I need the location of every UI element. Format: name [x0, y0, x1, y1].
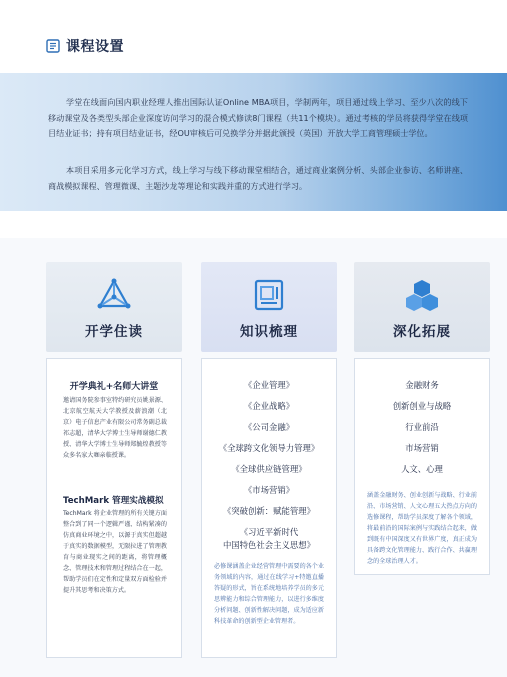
course-item: 中国特色社会主义思想》: [222, 540, 316, 550]
course-item: 《全球跨文化领导力管理》: [218, 443, 320, 453]
column-panel-knowledge: [201, 358, 337, 658]
interest-item: 金融财务: [405, 380, 439, 390]
compulsory-note: 必修课涵盖企业经营管理中需要的各个业务领域的内容，通过在线学习+特邀直播答疑的形式，旨在系统地培养学员的多元思辨能力和综合管理能力，以进行多维度分析问题、创新性解决问题，成为适应新科技革命的创新型企业管理者。: [214, 563, 324, 625]
opening-lecture-text: 邀请国务院参事室特约研究员姚景源、北京航空航天大学教授及薪浪潮（北京）电子信息产业有限公司常务副总裁祁志超，清华大学博士生导师谢德仁教授、清华大学博士生导师郑毓煌教授等众多名家大咖亲临授课。: [63, 397, 167, 459]
interest-item: 行业前沿: [405, 422, 439, 432]
elective-note: 涵盖金融财务、创业创新与战略、行业前沿、市场营销、人文心理五大热点方向的选修课程，帮助学员深度了解各个领域，将最前沿的国际案例与实践结合起来，做到既有中国深度又有世界广度，真正成为具备跨文化管理能力、践行合作、共赢理念的全球治理人才。: [367, 492, 477, 565]
techmark-text: TechMark 将企业管理的所有关键方面整合到了同一个逻辑严谨、结构紧凑的仿真商业环境之中，以源于真实但超越于真实的数据模型，无限拉进了管理教育与商业现实之间的距离，将管理概念、管理技术和管理过程结合在一起，帮助学员们在定性和定量双方面检验并提升其思考和决策方式。: [63, 510, 167, 594]
course-item: 《市场营销》: [243, 485, 295, 495]
course-item: 《习近平新时代: [239, 527, 299, 537]
course-item: 《企业战略》: [243, 401, 295, 411]
interest-item: 创新创业与战略: [392, 401, 452, 411]
cubes-icon: [404, 278, 440, 312]
course-item: 《全球供应链管理》: [231, 464, 307, 474]
column-panel-extension: [354, 358, 490, 575]
interest-item: 人文、心理: [401, 464, 443, 474]
column-card-knowledge: [201, 262, 337, 352]
course-item: 《公司金融》: [243, 422, 295, 432]
intro-banner: [0, 73, 507, 211]
column-card-extension: [354, 262, 490, 352]
section-header: [46, 36, 124, 56]
course-item: 《突破创新：赋能管理》: [222, 506, 316, 516]
course-item: 《企业管理》: [243, 380, 295, 390]
intro-paragraph-2: 本项目采用多元化学习方式，线上学习与线下移动课堂相结合，通过商业案例分析、头部企业参访、名师讲座、商战模拟课程、管理微课、主题沙龙等理论和实践并重的方式进行学习。: [48, 165, 468, 191]
techmark-heading: TechMark 管理实战模拟: [63, 496, 164, 506]
document-icon: [251, 278, 287, 312]
column-title: 知识梳理: [240, 324, 298, 340]
book-icon: [46, 39, 60, 53]
column-title: 开学住读: [85, 324, 143, 340]
column-panel-orientation: [46, 358, 182, 658]
network-icon: [96, 278, 132, 312]
interest-item: 市场营销: [405, 443, 439, 453]
intro-paragraph-1: 学堂在线面向国内职业经理人推出国际认证Online MBA项目，学制两年，项目通过线上学习、至少八次的线下移动课堂及各类型头部企业深度访问学习的混合模式修读8门课程（共11个模块）。通过考核的学员将获得学堂在线项目结业证书；持有项目结业证书，经OU审核后可兑换学分并据此颁授（英国）开放大学工商管理硕士学位。: [48, 97, 468, 138]
column-card-orientation: [46, 262, 182, 352]
opening-lecture-heading: 开学典礼+名师大讲堂: [69, 382, 159, 392]
column-title: 深化拓展: [393, 324, 451, 340]
page-title: 课程设置: [66, 39, 124, 55]
